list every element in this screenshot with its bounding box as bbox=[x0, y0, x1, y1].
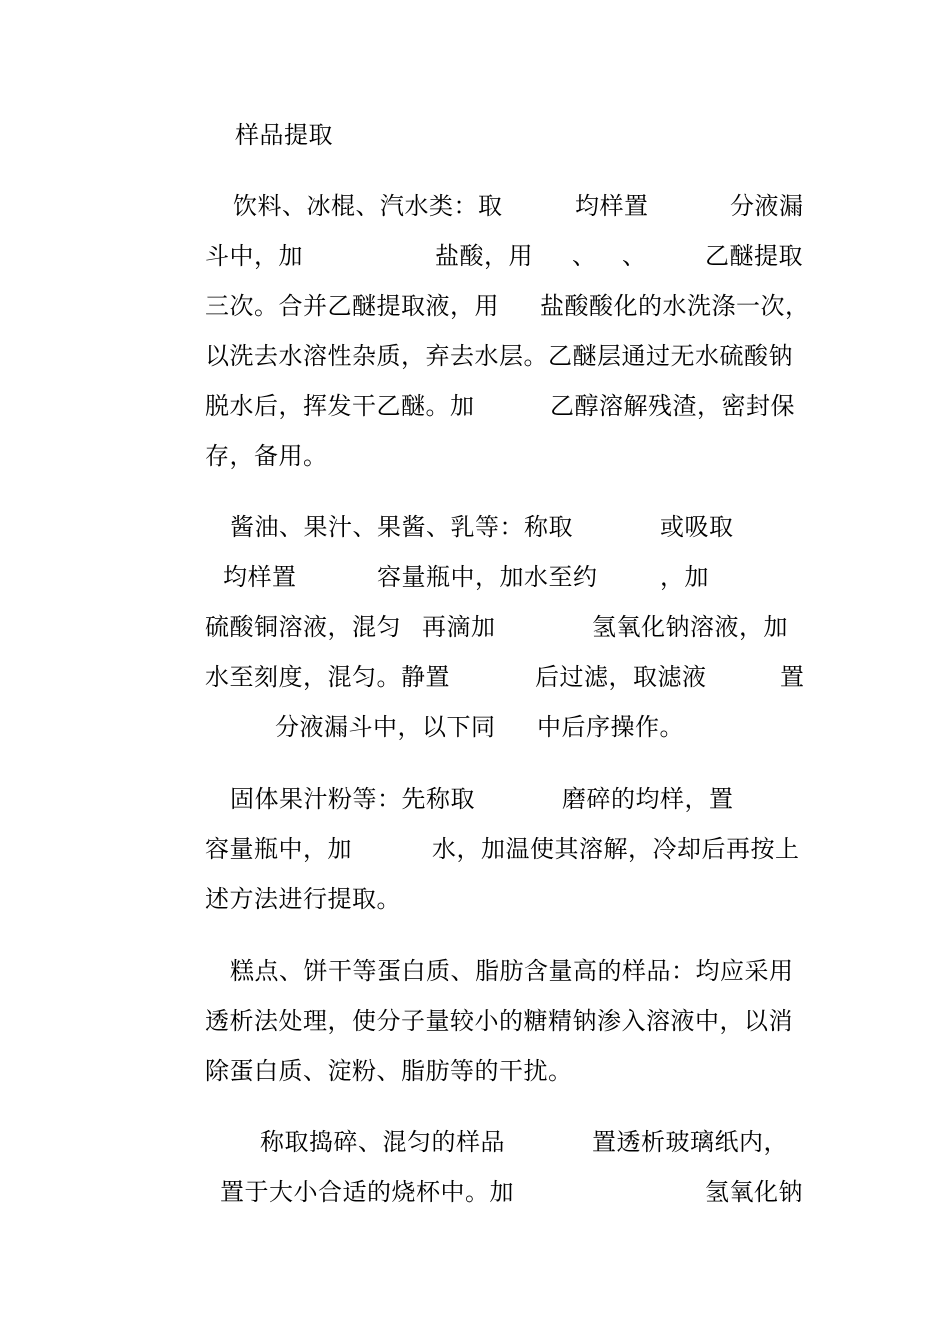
paragraph-line: 述方法进行提取。 bbox=[205, 885, 401, 913]
paragraph-line: 均样置 容量瓶中，加水至约 ，加 bbox=[223, 563, 709, 591]
paragraph-line: 存，备用。 bbox=[205, 442, 328, 470]
paragraph-line: 分液漏斗中，以下同 中后序操作。 bbox=[275, 713, 684, 741]
paragraph-line: 除蛋白质、淀粉、脂肪等的干扰。 bbox=[205, 1057, 573, 1085]
paragraph-line: 糕点、饼干等蛋白质、脂肪含量高的样品：均应采用 bbox=[230, 957, 794, 985]
paragraph-line: 饮料、冰棍、汽水类：取 均样置 分液漏 bbox=[233, 192, 804, 220]
paragraph-line: 斗中，加 盐酸，用 、 、 乙醚提取 bbox=[205, 242, 803, 270]
paragraph-line: 三次。合并乙醚提取液，用 盐酸酸化的水洗涤一次， bbox=[205, 292, 810, 320]
paragraph-line: 脱水后，挥发干乙醚。加 乙醇溶解残渣，密封保 bbox=[205, 392, 795, 420]
paragraph-line: 水至刻度，混匀。静置 后过滤，取滤液 置 bbox=[205, 663, 805, 691]
paragraph-line: 容量瓶中，加 水，加温使其溶解，冷却后再按上 bbox=[205, 835, 800, 863]
paragraph-line: 称取捣碎、混匀的样品 置透析玻璃纸内， bbox=[260, 1128, 788, 1156]
section-title: 样品提取 bbox=[235, 121, 333, 149]
paragraph-line: 置于大小合适的烧杯中。加 氢氧化钠 bbox=[220, 1178, 803, 1206]
paragraph-line: 固体果汁粉等：先称取 磨碎的均样，置 bbox=[230, 785, 734, 813]
paragraph-line: 硫酸铜溶液，混匀 再滴加 氢氧化钠溶液，加 bbox=[205, 613, 788, 641]
paragraph-line: 酱油、果汁、果酱、乳等：称取 或吸取 bbox=[230, 513, 734, 541]
paragraph-line: 以洗去水溶性杂质，弃去水层。乙醚层通过无水硫酸钠 bbox=[205, 342, 793, 370]
paragraph-line: 透析法处理，使分子量较小的糖精钠渗入溶液中，以消 bbox=[205, 1007, 793, 1035]
